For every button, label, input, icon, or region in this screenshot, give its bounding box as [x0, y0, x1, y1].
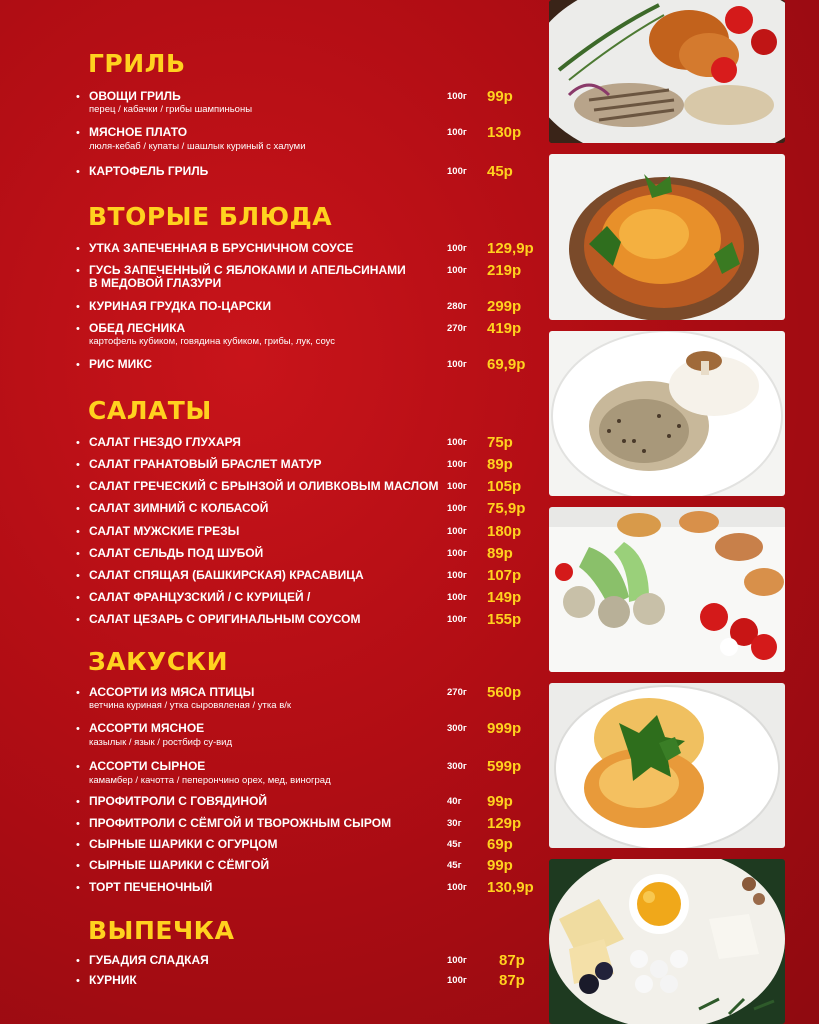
item-weight: 100г	[447, 127, 467, 138]
item-price: 129,9р	[487, 240, 534, 257]
item-name: КАРТОФЕЛЬ ГРИЛЬ	[89, 164, 209, 178]
item-weight: 100г	[447, 481, 467, 492]
item-name: САЛАТ СЕЛЬДЬ ПОД ШУБОЙ	[89, 546, 264, 560]
bullet: •	[76, 723, 80, 735]
item-weight: 45г	[447, 839, 462, 850]
item-name: САЛАТ ЗИМНИЙ С КОЛБАСОЙ	[89, 501, 269, 515]
item-name: САЛАТ СПЯЩАЯ (БАШКИРСКАЯ) КРАСАВИЦА	[89, 568, 364, 582]
item-weight: 270г	[447, 323, 467, 334]
section-title-mains: ВТОРЫЕ БЛЮДА	[88, 202, 333, 231]
item-name: ОВОЩИ ГРИЛЬ	[89, 89, 181, 103]
item-weight: 100г	[447, 882, 467, 893]
item-price: 149р	[487, 589, 522, 606]
bullet: •	[76, 761, 80, 773]
cheese-platter-with-honey-photo	[549, 859, 785, 1024]
item-name: САЛАТ МУЖСКИЕ ГРЕЗЫ	[89, 524, 240, 538]
item-price: 599р	[487, 758, 522, 775]
item-name: РИС МИКС	[89, 357, 153, 371]
baked-chicken-breast-photo	[549, 154, 785, 320]
item-price: 107р	[487, 567, 522, 584]
bullet: •	[76, 166, 80, 178]
bullet: •	[76, 127, 80, 139]
item-weight: 100г	[447, 359, 467, 370]
item-price: 75,9р	[487, 500, 526, 517]
bullet: •	[76, 301, 80, 313]
item-name: ПРОФИТРОЛИ С СЁМГОЙ И ТВОРОЖНЫМ СЫРОМ	[89, 816, 392, 830]
item-price: 180р	[487, 523, 522, 540]
bullet: •	[76, 481, 80, 493]
item-weight: 100г	[447, 975, 467, 986]
item-price: 89р	[487, 545, 513, 562]
item-price: 105р	[487, 478, 522, 495]
bullet: •	[76, 548, 80, 560]
item-name: СЫРНЫЕ ШАРИКИ С СЁМГОЙ	[89, 858, 270, 872]
item-name: САЛАТ ГРЕЧЕСКИЙ С БРЫНЗОЙ И ОЛИВКОВЫМ МАСЛОМ	[89, 479, 439, 493]
section-title-salads: САЛАТЫ	[88, 396, 212, 425]
item-price: 419р	[487, 320, 522, 337]
item-price: 75р	[487, 434, 513, 451]
item-price: 89р	[487, 456, 513, 473]
bullet: •	[76, 265, 80, 277]
grilled-meat-platter-photo	[549, 0, 785, 143]
item-price: 130,9р	[487, 879, 534, 896]
item-description: люля-кебаб / купаты / шашлык куриный с халуми	[89, 141, 306, 152]
bullet: •	[76, 860, 80, 872]
item-name: ОБЕД ЛЕСНИКА	[89, 321, 186, 335]
item-weight: 300г	[447, 723, 467, 734]
item-price: 87р	[499, 972, 525, 989]
item-weight: 100г	[447, 243, 467, 254]
item-name: СЫРНЫЕ ШАРИКИ С ОГУРЦОМ	[89, 837, 278, 851]
item-name: ГУБАДИЯ СЛАДКАЯ	[89, 953, 209, 967]
bullet: •	[76, 796, 80, 808]
item-price: 45р	[487, 163, 513, 180]
item-description: перец / кабачки / грибы шампиньоны	[89, 104, 253, 115]
item-name: САЛАТ ГНЕЗДО ГЛУХАРЯ	[89, 435, 241, 449]
bullet: •	[76, 687, 80, 699]
item-description: казылык / язык / ростбиф су-вид	[89, 737, 233, 748]
item-price: 129р	[487, 815, 522, 832]
item-weight: 100г	[447, 570, 467, 581]
item-name: САЛАТ ФРАНЦУЗСКИЙ / С КУРИЦЕЙ /	[89, 590, 311, 604]
item-weight: 100г	[447, 548, 467, 559]
item-price: 69р	[487, 836, 513, 853]
item-price: 999р	[487, 720, 522, 737]
item-weight: 300г	[447, 761, 467, 772]
item-name: УТКА ЗАПЕЧЕННАЯ В БРУСНИЧНОМ СОУСЕ	[89, 241, 354, 255]
bullet: •	[76, 882, 80, 894]
chicken-with-cheese-and-parsley-photo	[549, 683, 785, 848]
bullet: •	[76, 526, 80, 538]
item-name: КУРИНАЯ ГРУДКА ПО-ЦАРСКИ	[89, 299, 272, 313]
section-title-grill: ГРИЛЬ	[88, 49, 186, 78]
rice-mix-with-mushroom-sauce-photo	[549, 331, 785, 496]
item-weight: 100г	[447, 592, 467, 603]
item-weight: 100г	[447, 166, 467, 177]
item-weight: 100г	[447, 265, 467, 276]
item-price: 560р	[487, 684, 522, 701]
item-name: АССОРТИ СЫРНОЕ	[89, 759, 206, 773]
item-weight: 100г	[447, 91, 467, 102]
item-weight: 100г	[447, 526, 467, 537]
item-weight: 40г	[447, 796, 462, 807]
bullet: •	[76, 818, 80, 830]
item-description: ветчина куриная / утка сыровяленая / утка в/к	[89, 700, 292, 711]
bullet: •	[76, 592, 80, 604]
item-weight: 45г	[447, 860, 462, 871]
item-name: САЛАТ ГРАНАТОВЫЙ БРАСЛЕТ МАТУР	[89, 457, 322, 471]
item-price: 299р	[487, 298, 522, 315]
canapes-and-cheese-balls-photo	[549, 507, 785, 672]
item-weight: 100г	[447, 437, 467, 448]
item-name: КУРНИК	[89, 973, 137, 987]
item-name: АССОРТИ ИЗ МЯСА ПТИЦЫ	[89, 685, 255, 699]
bullet: •	[76, 459, 80, 471]
bullet: •	[76, 437, 80, 449]
item-description: камамбер / качотта / пеперончино орех, мед, виноград	[89, 775, 331, 786]
bullet: •	[76, 614, 80, 626]
item-price: 99р	[487, 793, 513, 810]
item-name: ГУСЬ ЗАПЕЧЕННЫЙ С ЯБЛОКАМИ И АПЕЛЬСИНАМИ	[89, 263, 406, 277]
item-weight: 100г	[447, 459, 467, 470]
item-weight: 280г	[447, 301, 467, 312]
bullet: •	[76, 570, 80, 582]
bullet: •	[76, 91, 80, 103]
bullet: •	[76, 955, 80, 967]
item-name-line-2: В МЕДОВОЙ ГЛАЗУРИ	[89, 276, 222, 290]
item-price: 130р	[487, 124, 522, 141]
photo-column	[549, 0, 785, 1024]
section-title-pastry: ВЫПЕЧКА	[88, 916, 235, 945]
item-price: 87р	[499, 952, 525, 969]
item-weight: 100г	[447, 503, 467, 514]
item-name: АССОРТИ МЯСНОЕ	[89, 721, 205, 735]
item-weight: 270г	[447, 687, 467, 698]
item-weight: 100г	[447, 955, 467, 966]
bullet: •	[76, 243, 80, 255]
item-name: МЯСНОЕ ПЛАТО	[89, 125, 188, 139]
item-name: ТОРТ ПЕЧЕНОЧНЫЙ	[89, 880, 213, 894]
item-price: 219р	[487, 262, 522, 279]
bullet: •	[76, 359, 80, 371]
item-name: САЛАТ ЦЕЗАРЬ С ОРИГИНАЛЬНЫМ СОУСОМ	[89, 612, 361, 626]
item-weight: 100г	[447, 614, 467, 625]
item-name: ПРОФИТРОЛИ С ГОВЯДИНОЙ	[89, 794, 268, 808]
item-description: картофель кубиком, говядина кубиком, грибы, лук, соус	[89, 336, 336, 347]
item-weight: 30г	[447, 818, 462, 829]
item-price: 155р	[487, 611, 522, 628]
item-price: 99р	[487, 857, 513, 874]
bullet: •	[76, 503, 80, 515]
item-price: 69,9р	[487, 356, 526, 373]
bullet: •	[76, 323, 80, 335]
item-price: 99р	[487, 88, 513, 105]
bullet: •	[76, 839, 80, 851]
section-title-snacks: ЗАКУСКИ	[88, 647, 229, 676]
bullet: •	[76, 975, 80, 987]
